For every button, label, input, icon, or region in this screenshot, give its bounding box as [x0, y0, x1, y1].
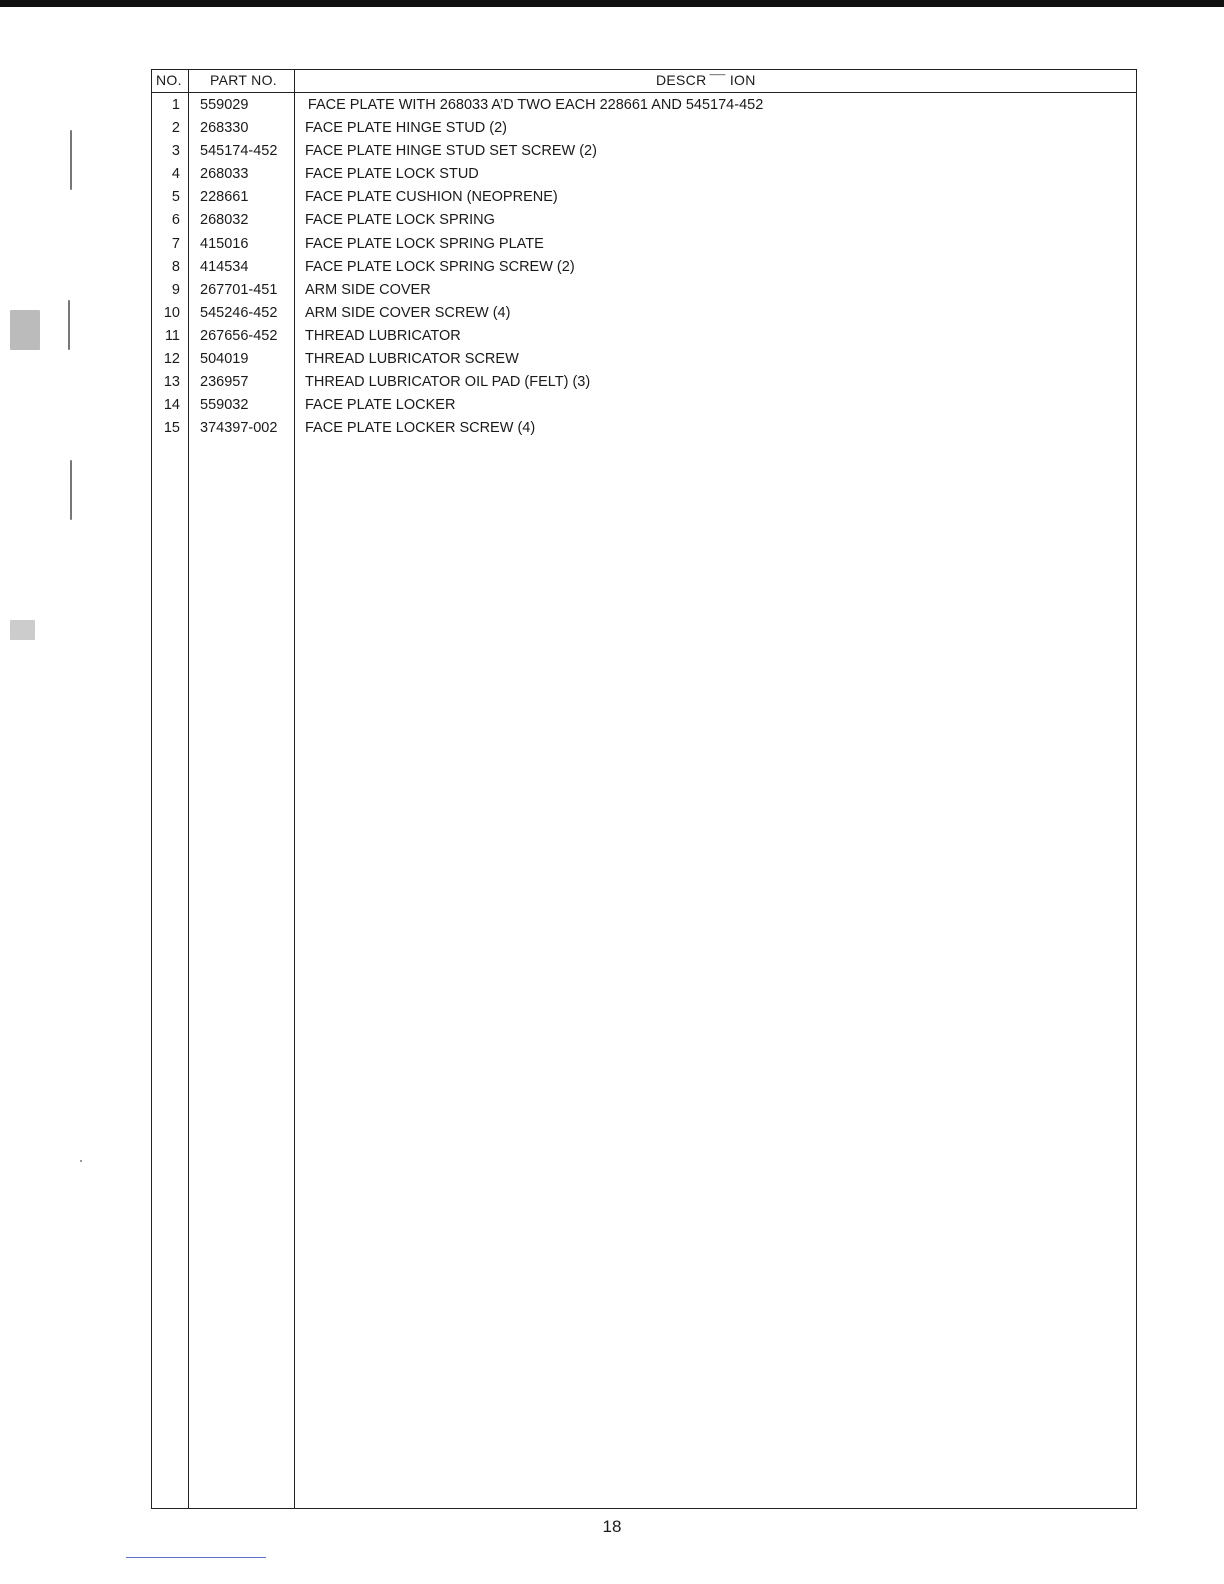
part-description: FACE PLATE CUSHION (NEOPRENE)	[305, 189, 558, 206]
part-number: 236957	[200, 374, 249, 391]
table-row	[152, 94, 1136, 117]
header-no: NO.	[156, 72, 182, 88]
table-row	[152, 256, 1136, 279]
table-row	[152, 186, 1136, 209]
table-row	[152, 140, 1136, 163]
table-row	[152, 279, 1136, 302]
table-row	[152, 209, 1136, 232]
item-number: 4	[171, 166, 180, 183]
item-number: 7	[171, 235, 180, 252]
margin-mark	[10, 620, 35, 640]
part-number: 559029	[200, 97, 249, 113]
part-number: 228661	[200, 189, 249, 206]
footer-rule	[126, 1557, 266, 1558]
table-body	[152, 94, 1136, 440]
header-part-no: PART NO.	[210, 72, 277, 88]
table-row	[152, 117, 1136, 140]
part-number: 414534	[200, 258, 249, 275]
part-number: 415016	[200, 235, 249, 252]
item-number: 12	[163, 351, 180, 368]
part-number: 268033	[200, 166, 249, 183]
item-number: 8	[171, 258, 180, 275]
table-header	[152, 70, 1136, 93]
part-description: THREAD LUBRICATOR	[305, 327, 461, 344]
part-number: 504019	[200, 351, 249, 368]
table-row	[152, 302, 1136, 325]
part-description: ARM SIDE COVER SCREW (4)	[305, 304, 511, 321]
part-description: THREAD LUBRICATOR OIL PAD (FELT) (3)	[305, 374, 591, 391]
table-row	[152, 371, 1136, 394]
item-number: 3	[171, 143, 180, 160]
part-description: FACE PLATE LOCK SPRING SCREW (2)	[305, 258, 575, 275]
parts-table	[151, 69, 1137, 1509]
part-number: 268330	[200, 120, 249, 137]
item-number: 9	[171, 281, 180, 298]
item-number: 6	[171, 212, 180, 229]
part-number: 267656-452	[200, 327, 278, 344]
item-number: 11	[164, 327, 180, 344]
part-description: FACE PLATE HINGE STUD SET SCREW (2)	[305, 143, 597, 160]
part-description: FACE PLATE LOCK STUD	[305, 166, 479, 183]
part-number: 268032	[200, 212, 249, 229]
margin-mark	[10, 310, 40, 350]
part-number: 267701-451	[200, 281, 278, 298]
top-border-rule	[0, 0, 1224, 7]
part-description: FACE PLATE LOCKER SCREW (4)	[305, 420, 536, 437]
header-description: DESCR ¯¯ ION	[656, 72, 756, 88]
part-number: 545174-452	[200, 143, 278, 160]
margin-mark	[80, 1160, 82, 1162]
table-row	[152, 348, 1136, 371]
margin-mark	[70, 460, 72, 520]
part-description: FACE PLATE LOCK SPRING	[305, 212, 495, 229]
table-row	[152, 417, 1136, 440]
part-description: FACE PLATE LOCK SPRING PLATE	[305, 235, 544, 252]
part-number: 545246-452	[200, 304, 278, 321]
part-description: FACE PLATE LOCKER	[305, 397, 456, 414]
part-description: ARM SIDE COVER	[305, 281, 431, 298]
item-number: 14	[163, 397, 180, 414]
table-row	[152, 325, 1136, 348]
item-number: 13	[163, 374, 180, 391]
part-description: THREAD LUBRICATOR SCREW	[305, 351, 519, 368]
margin-mark	[70, 130, 72, 190]
item-number: 10	[163, 304, 180, 321]
item-number: 2	[171, 120, 180, 137]
item-number: 15	[163, 420, 180, 437]
part-number: 374397-002	[200, 420, 278, 437]
part-number: 559032	[200, 397, 249, 414]
table-row	[152, 394, 1136, 417]
scan-margin-noise	[0, 60, 90, 1260]
table-row	[152, 233, 1136, 256]
item-number: 5	[171, 189, 180, 206]
item-number: 1	[171, 97, 180, 113]
part-description: FACE PLATE WITH 268033 A’D TWO EACH 228661 AND 545174-452	[305, 97, 764, 113]
table-row	[152, 163, 1136, 186]
part-description: FACE PLATE HINGE STUD (2)	[305, 120, 507, 137]
page-number: 18	[602, 1517, 622, 1536]
margin-mark	[68, 300, 70, 350]
